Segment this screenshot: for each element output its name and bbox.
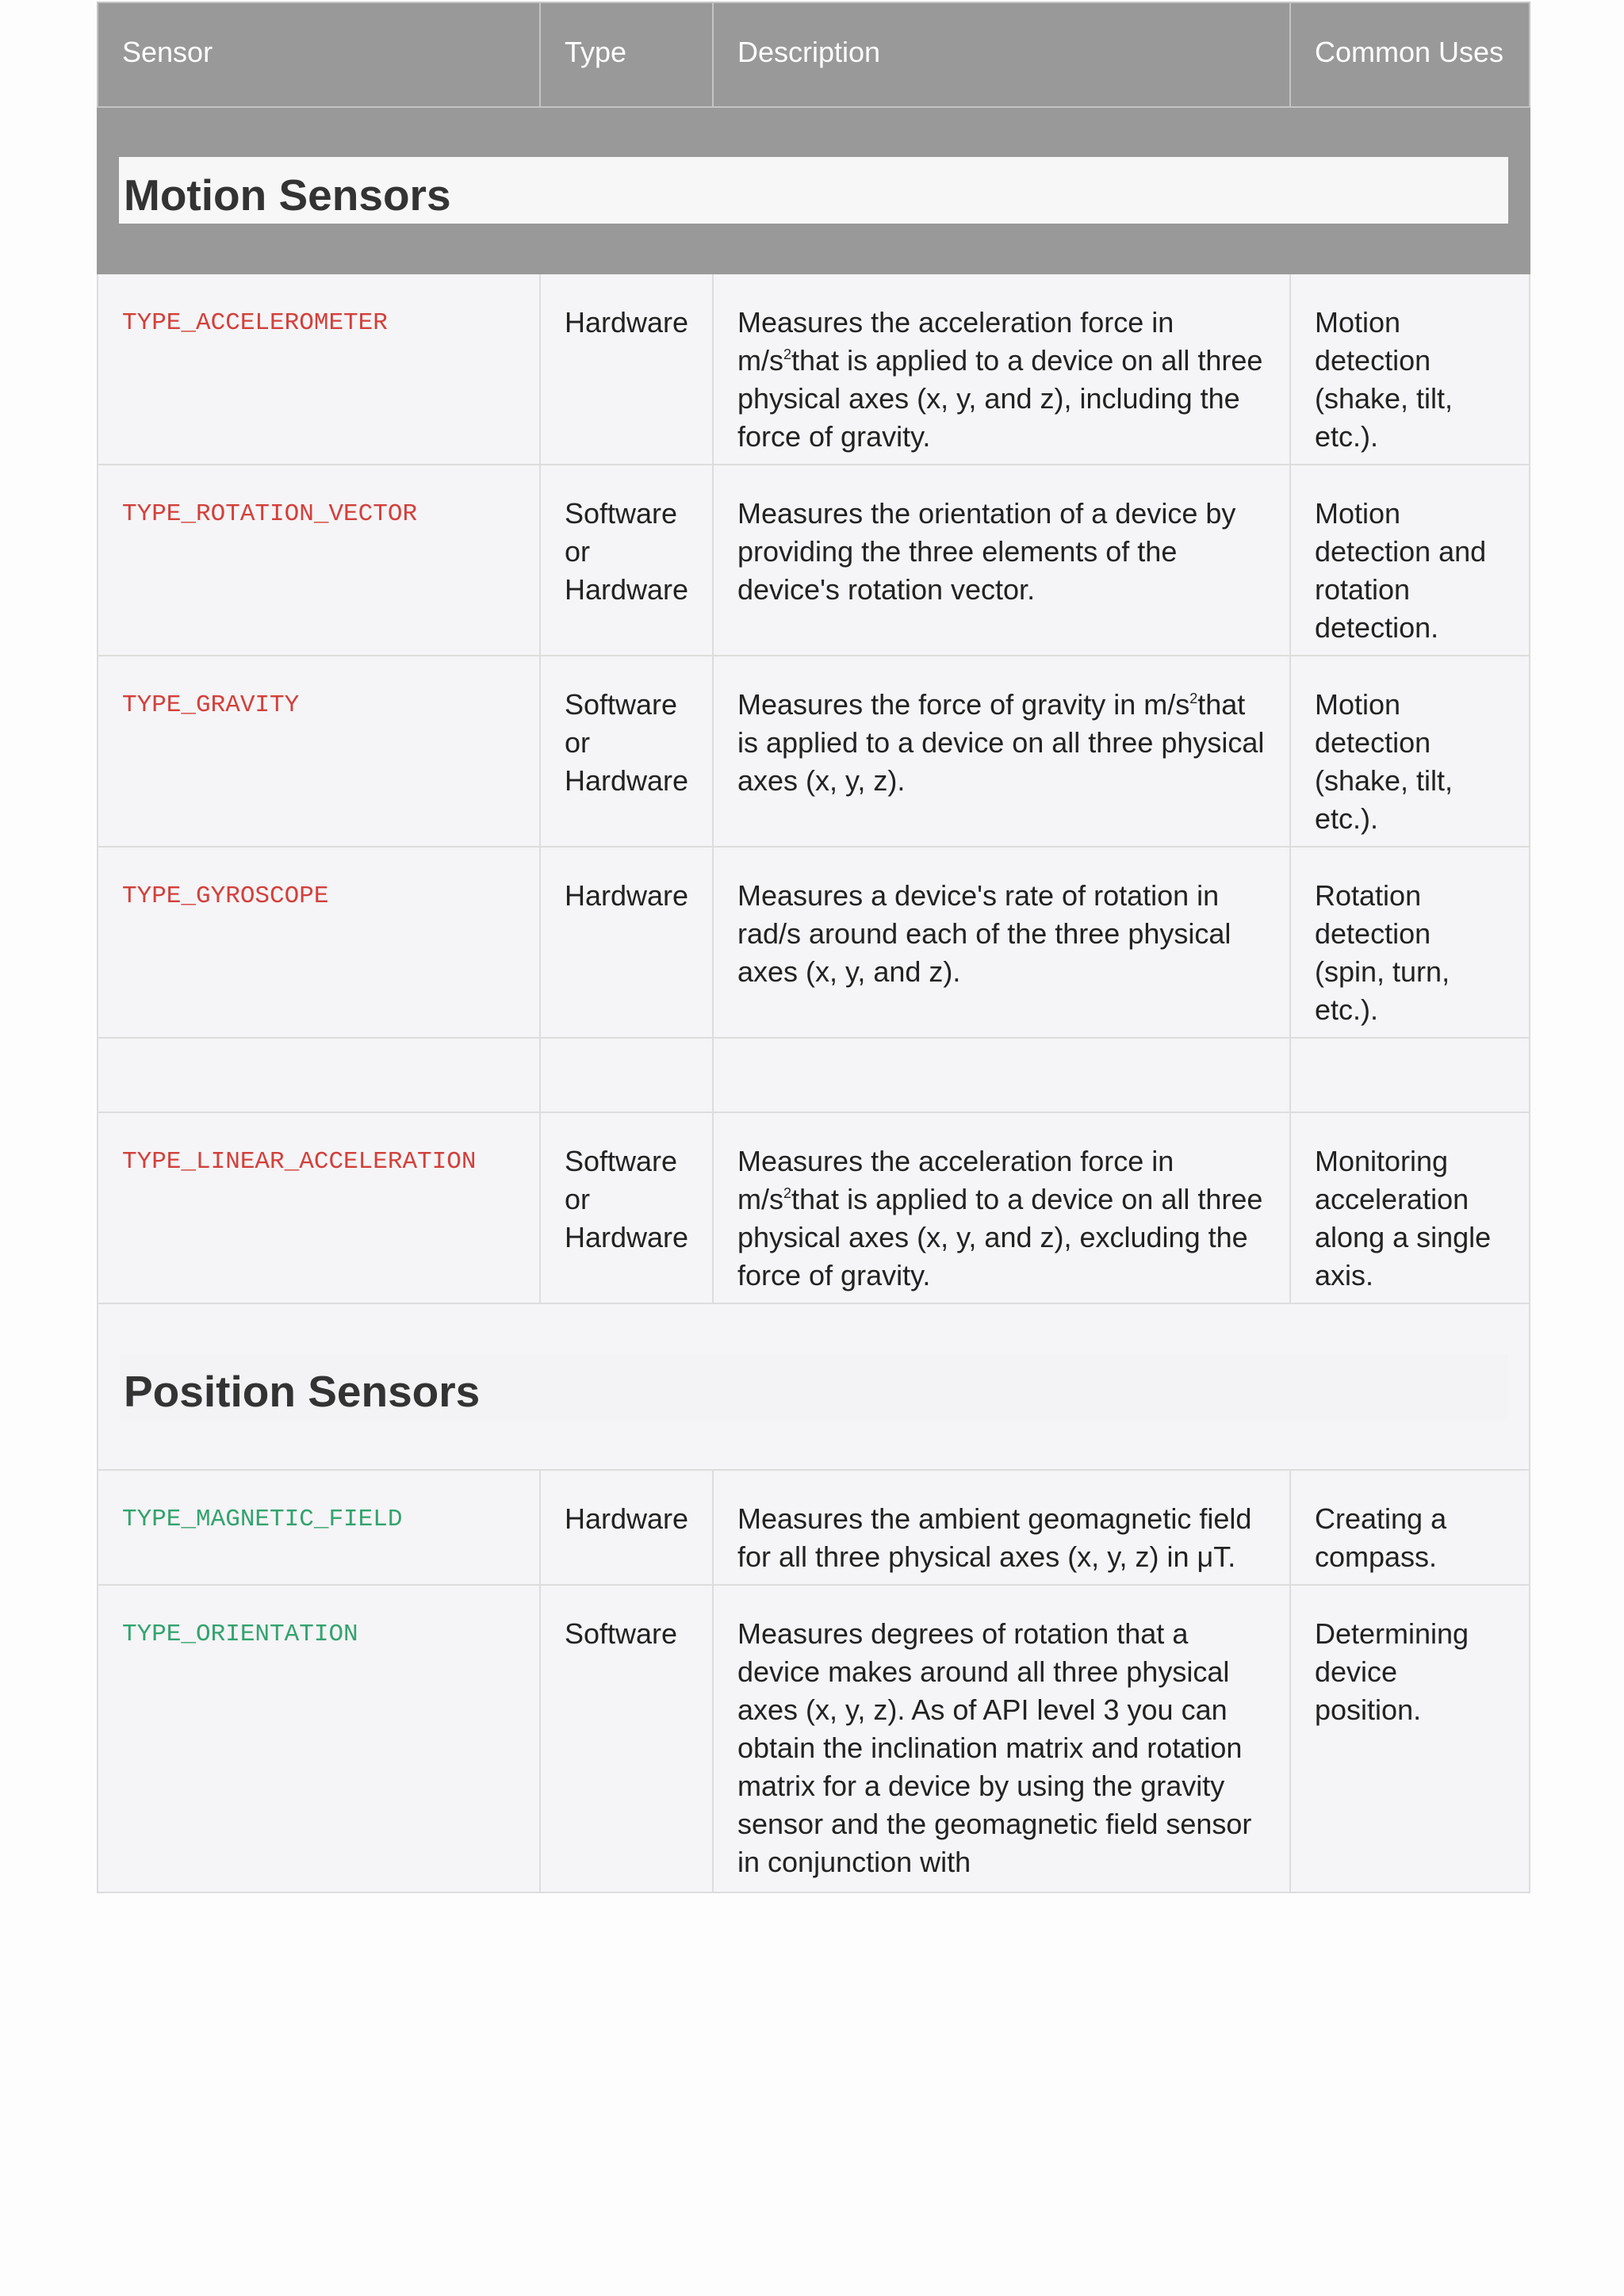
sensor-common-uses: Monitoring acceleration along a single axis. xyxy=(1290,1112,1530,1303)
table-row xyxy=(98,274,1530,465)
sensor-type: Software or Hardware xyxy=(540,465,713,656)
sensor-type: Hardware xyxy=(540,274,713,465)
table-row xyxy=(98,465,1530,656)
sensor-common-uses: Motion detection (shake, tilt, etc.). xyxy=(1290,274,1530,465)
sensor-description: Measures degrees of rotation that a device makes around all three physical axes (x, y, z). As of API level 3 you can obtain the inclination matrix and rotation matrix for a device by using the gravity sensor and the geomagnetic field sensor in conjunction with xyxy=(713,1585,1290,1892)
empty-table-row xyxy=(98,1038,1530,1112)
sensor-name: TYPE_ORIENTATION xyxy=(122,1621,358,1648)
table-row xyxy=(98,656,1530,847)
sensor-common-uses: Rotation detection (spin, turn, etc.). xyxy=(1290,847,1530,1038)
sensor-description: Measures the force of gravity in $m/s^2that$ is applied to a device on all three physical axes (x, y, z). xyxy=(713,656,1290,847)
table-row xyxy=(98,847,1530,1038)
column-header-description: Description xyxy=(713,2,1290,107)
sensor-name: TYPE_GYROSCOPE xyxy=(122,882,329,910)
column-header-type: Type xyxy=(540,2,713,107)
table-header-row xyxy=(98,2,1530,107)
section-title-motion-sensors: Motion Sensors xyxy=(119,157,1508,224)
section-title-position-sensors: Position Sensors xyxy=(119,1353,1508,1420)
sensor-name: TYPE_LINEAR_ACCELERATION xyxy=(122,1148,477,1176)
sensor-description: Measures the ambient geomagnetic field for all three physical axes (x, y, z) in μT. xyxy=(713,1470,1290,1585)
sensor-type: Software or Hardware xyxy=(540,656,713,847)
sensor-description: Measures the orientation of a device by providing the three elements of the device's rotation vector. xyxy=(713,465,1290,656)
section-header-row xyxy=(98,107,1530,274)
sensor-description: Measures the acceleration force in $m/s^2that$ is applied to a device on all three physical axes (x, y, and z), excluding the force of gravity. xyxy=(713,1112,1290,1303)
table-row xyxy=(98,1585,1530,1892)
section-header-row xyxy=(98,1303,1530,1470)
sensor-name: TYPE_ACCELEROMETER xyxy=(122,309,388,337)
sensor-name: TYPE_ROTATION_VECTOR xyxy=(122,500,418,528)
sensor-description: Measures the acceleration force in $m/s^2that$ is applied to a device on all three physical axes (x, y, and z), including the force of gravity. xyxy=(713,274,1290,465)
sensor-common-uses: Motion detection and rotation detection. xyxy=(1290,465,1530,656)
sensor-name: TYPE_MAGNETIC_FIELD xyxy=(122,1506,403,1533)
sensor-common-uses: Motion detection (shake, tilt, etc.). xyxy=(1290,656,1530,847)
sensor-type: Hardware xyxy=(540,1470,713,1585)
sensor-type: Hardware xyxy=(540,847,713,1038)
table-row xyxy=(98,1470,1530,1585)
table-row xyxy=(98,1112,1530,1303)
sensor-table xyxy=(97,2,1530,1893)
sensor-common-uses: Creating a compass. xyxy=(1290,1470,1530,1585)
sensor-type: Software xyxy=(540,1585,713,1892)
sensor-type: Software or Hardware xyxy=(540,1112,713,1303)
sensor-common-uses: Determining device position. xyxy=(1290,1585,1530,1892)
column-header-sensor: Sensor xyxy=(98,2,540,107)
sensor-description: Measures a device's rate of rotation in rad/s around each of the three physical axes (x, y, and z). xyxy=(713,847,1290,1038)
sensor-name: TYPE_GRAVITY xyxy=(122,691,300,719)
column-header-common-uses: Common Uses xyxy=(1290,2,1530,107)
